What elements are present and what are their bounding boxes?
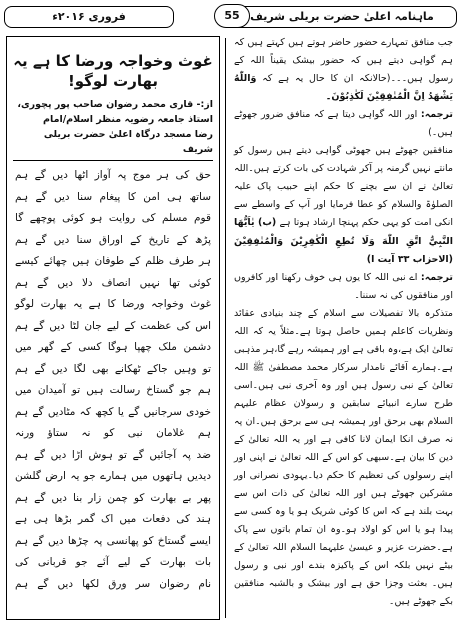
article-paragraph — [234, 34, 453, 106]
translation-text: اے نبی اللہ کا یوں ہی خوف رکھنا اور کافروں اور منافقوں کی نہ سننا۔ — [234, 271, 453, 301]
translation-label: ترجمہ: — [420, 109, 453, 121]
magazine-name: ماہنامہ اعلیٰ حضرت بریلی شریف — [227, 6, 457, 28]
arabic-verse: (ب) يٰاَيُّهَا النَّبِيُّ اتَّقِ اللّٰهَ وَلَا تُطِعِ الْكٰفِرِيْنَ وَالْمُنٰفِقِيْنَ (الاحزاب ۳۳ آیت ا) — [234, 217, 453, 265]
verse-line: کوئی تھا نہیں انصاف دلا دیں گے ہم — [15, 276, 211, 289]
verse-line: بات بھارت کے لیے آئے جو قربانی کی — [15, 556, 211, 568]
translation-paragraph — [234, 269, 453, 305]
translation-text: اور اللہ گواہی دیتا ہے کہ منافق ضرور جھوٹے ہیں۔) — [234, 109, 453, 139]
verse-line: حق کی ہر موج پہ آواز اٹھا دیں گے ہم — [15, 169, 211, 181]
poem-box — [6, 36, 220, 620]
translation-paragraph — [234, 106, 453, 142]
poem-column — [4, 34, 222, 620]
arabic-verse: وَاللّٰهُ يَشْهَدُ اِنَّ الْمُنٰفِقِيْنَ لَكٰذِبُوْنَ۔ — [234, 73, 453, 103]
verse-line: غوث وخواجہ ورضا کا ہے یہ بھارت لوگو — [15, 298, 211, 310]
page-number: 55 — [214, 4, 250, 28]
verse-line: اس کی عظمت کے لیے جان لٹا دیں گے ہم — [15, 319, 211, 332]
verse-line: ہر طرف ظلم کے طوفان ہیں چھائے کیسے — [15, 255, 211, 267]
translation-label: ترجمہ: — [420, 271, 453, 283]
article-paragraph — [234, 142, 453, 268]
verse-line: ہم غلامان نبی کو نہ ستاؤ ورنہ — [15, 427, 211, 439]
page-header — [4, 4, 457, 30]
article-column — [230, 34, 457, 620]
verse-line: دیدیں ہاتھوں میں ہمارے جو یہ ارض گلشن — [15, 470, 211, 482]
verse-line: ہند کی دفعات میں اک گمر بڑھا ہی ہے — [15, 513, 211, 525]
verse-line: پھر بے بھارت کو چمن زار بنا دیں گے ہم — [15, 491, 211, 504]
column-divider — [225, 38, 226, 618]
paragraph-text: منافقین جھوٹے ہیں جھوٹی گواہی دیتے ہیں رسول کو مانتے نہیں گرمنہ پر آکر شہادت کی بات کرتے ہیں۔اللہ تعالیٰ نے ان سے بچنے کا حکم اپنے حبیب پاک علیہ الصلوٰۃ والسلام کو عطا فرمایا اور آپ کے واسطے سے انکی امت کو یہی حکم پہنچا ارشاد ہوتا ہے — [234, 145, 453, 229]
verse-line: ہم جو گستاخ رسالت ہیں تو آمیدان میں — [15, 384, 211, 396]
verse-line: دشمن ملک چھپا ہوگا کسی کے گھر میں — [15, 341, 211, 353]
issue-date: فروری ۲۰۱۶ء — [4, 6, 174, 28]
paragraph-text: جب منافق تمہارے حضور حاضر ہوتے ہیں کہتے ہیں کہ ہم گواہی دیتے ہیں کہ حضور بیشک یقیناً اللہ کے رسول ہیں۔۔۔(حالانکہ ان کا حال یہ ہے کہ — [234, 37, 453, 85]
divider-line — [13, 160, 213, 161]
poem-byline: از:- قاری محمد رضوان صاحب پور پچوری، استاذ جامعہ رضویہ منظر اسلام/امام — [17, 99, 213, 125]
verse-line: تو وہیں جاکے ٹھکانے بھی لگا دیں گے ہم — [15, 362, 211, 375]
verse-line: قوم مسلم کی روایت ہو کوئی پوچھے گا — [15, 212, 211, 224]
verse-line: خودی سرجانیں گے یا کچھ کہ مٹادیں گے ہم — [15, 405, 211, 418]
poem-title: غوث وخواجہ ورضا کا ہے یہ بھارت لوگو! — [13, 52, 213, 90]
verse-line: ایسے گستاخ کو پھانسی پہ چڑھا دیں گے ہم — [15, 534, 211, 547]
verse-line: پڑھ کے تاریخ کے اوراق سنا دیں گے ہم — [15, 233, 211, 246]
verse-line: ساتھ ہی امن کا پیغام سنا دیں گے ہم — [15, 190, 211, 203]
verse-line: نام رضوان سر ورق لکھا دیں گے ہم — [15, 577, 211, 590]
magazine-page — [4, 4, 457, 622]
verse-line: ضد پہ آجائیں گے تو ہوش اڑا دیں گے ہم — [15, 448, 211, 461]
poem-byline-2: رضا مسجد درگاہ اعلیٰ حضرت بریلی شریف — [43, 129, 213, 155]
paragraph-text: متذکرہ بالا تفصیلات سے اسلام کے چند بنیادی عقائد ونظریات کاعلم ہمیں حاصل ہوتا ہے۔مثلاً یہ کہ اللہ تعالیٰ ایک ہے،وہ باقی ہے اور ہمیشہ رہے گا،ہر مذہبی ہے۔ہمارے آقائے نامدار سرکار محمد مصطفیٰ ﷺ اللہ تعالیٰ کے نبی رسول ہیں اور وہ آخری نبی ہیں۔اسی طرح سارے انبیائے سابقین و رسولان عظام علیہم السلام بھی برحق اور ہمیشہ ہی سے برحق ہیں۔ان پہ نہ صرف انکا ایمان لانا کافی ہے اور یہ اللہ تعالیٰ کے دین کا بیان ہے۔سبھی کو اس کے اللہ تعالیٰ نے اپنی اور اپنے رسولوں کی تعظیم کا حکم دیا۔یہودی نصرانی اور مشرکین جھوٹے ہیں اور اللہ تعالیٰ کی ذات اس سے بہت بلند ہے کہ اس کا کوئی شریک ہو یا وہ کسی سے پیدا ہو یا اس کو اولاد ہو۔وہ ان تمام باتوں سے پاک ہے۔حضرت عزیر و عیسیٰ علیہما السلام اللہ تعالیٰ کے بیٹے نہیں بلکہ اس کے پاکیزہ بندے اور نبی و رسول ہیں۔ بعثت وجزا حق ہے اور بیشک و بالشبہ منافقین بکے جھوٹے ہیں۔ — [234, 307, 453, 608]
article-paragraph — [234, 305, 453, 612]
